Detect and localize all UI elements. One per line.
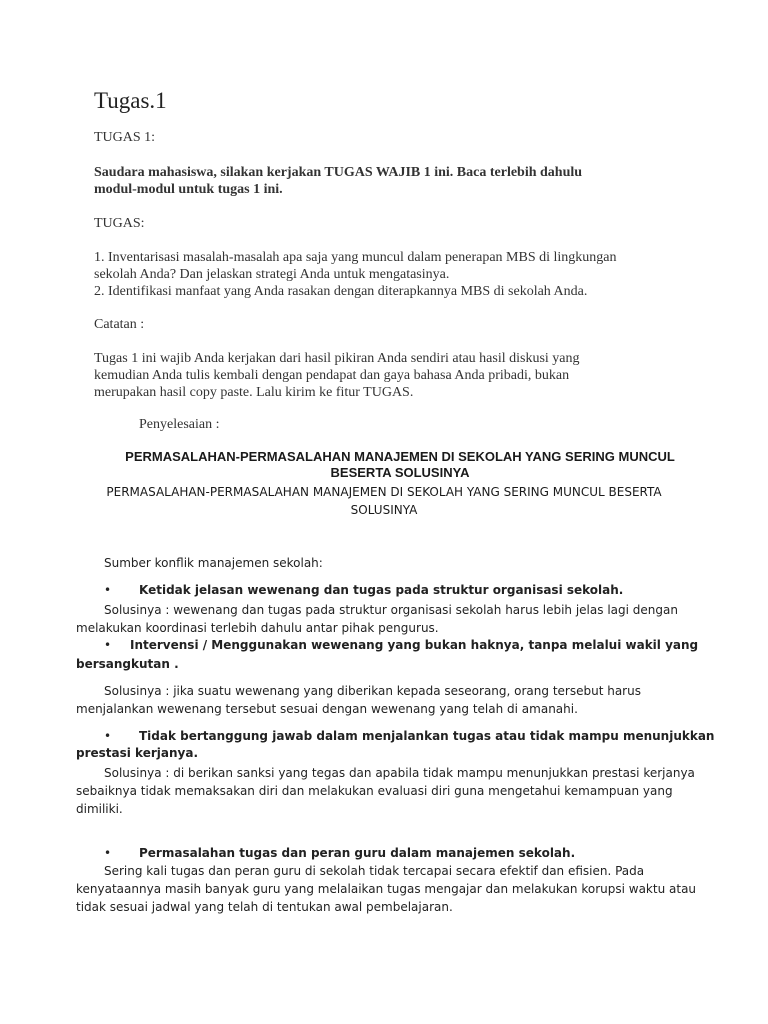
item-3-bullet-line-1: Tidak bertanggung jawab dalam menjalankan tugas atau tidak mampu menunjukkan bbox=[139, 729, 715, 743]
item-3-solusi-line-3: dimiliki. bbox=[76, 802, 123, 816]
penyelesaian-label: Penyelesaian : bbox=[139, 417, 220, 432]
bullet-icon: • bbox=[104, 583, 112, 597]
page-title: Tugas.1 bbox=[94, 88, 167, 113]
item-1-solusi-line-2: melakukan koordinasi terlebih dahulu antar pihak pengurus. bbox=[76, 621, 439, 635]
tugas-label: TUGAS 1: bbox=[94, 130, 156, 145]
item-1-solusi-line-1: Solusinya : wewenang dan tugas pada struktur organisasi sekolah harus lebih jelas lagi dengan bbox=[104, 603, 678, 617]
bullet-icon: • bbox=[104, 729, 112, 743]
item-2-bullet-line-2: bersangkutan . bbox=[76, 657, 179, 671]
catatan-label: Catatan : bbox=[94, 317, 145, 332]
item-2-bullet-line-1: Intervensi / Menggunakan wewenang yang bukan haknya, tanpa melalui wakil yang bbox=[130, 638, 699, 652]
heading-primary: PERMASALAHAN-PERMASALAHAN MANAJEMEN DI SEKOLAH YANG SERING MUNCUL BESERTA SOLUSINYA bbox=[125, 449, 675, 480]
intro-line-2: modul-modul untuk tugas 1 ini. bbox=[94, 182, 283, 197]
bullet-icon: • bbox=[104, 846, 112, 860]
item-4-solusi-line-1: Sering kali tugas dan peran guru di sekolah tidak tercapai secara efektif dan efisien. Pada bbox=[104, 864, 645, 878]
tugas-heading: TUGAS: bbox=[94, 216, 145, 231]
item-3-solusi-line-1: Solusinya : di berikan sanksi yang tegas dan apabila tidak mampu menunjukkan prestasi kerjanya bbox=[104, 766, 695, 780]
sumber-label: Sumber konflik manajemen sekolah: bbox=[104, 556, 323, 570]
task-line-2: sekolah Anda? Dan jelaskan strategi Anda untuk mengatasinya. bbox=[94, 267, 450, 282]
item-2-solusi-line-1: Solusinya : jika suatu wewenang yang diberikan kepada seseorang, orang tersebut harus bbox=[104, 684, 641, 698]
catatan-line-3: merupakan hasil copy paste. Lalu kirim ke fitur TUGAS. bbox=[94, 385, 414, 400]
catatan-line-1: Tugas 1 ini wajib Anda kerjakan dari hasil pikiran Anda sendiri atau hasil diskusi yang bbox=[94, 351, 580, 366]
item-4-bullet: Permasalahan tugas dan peran guru dalam manajemen sekolah. bbox=[139, 846, 576, 860]
task-line-1: 1. Inventarisasi masalah-masalah apa saja yang muncul dalam penerapan MBS di lingkungan bbox=[94, 250, 617, 265]
catatan-line-2: kemudian Anda tulis kembali dengan pendapat dan gaya bahasa Anda pribadi, bukan bbox=[94, 368, 570, 383]
item-3-solusi-line-2: sebaiknya tidak memaksakan diri dan melakukan evaluasi diri guna mengetahui kemampuan yang bbox=[76, 784, 673, 798]
item-4-solusi-line-2: kenyataannya masih banyak guru yang melalaikan tugas mengajar dan melakukan korupsi waktu atau bbox=[76, 882, 697, 896]
task-line-3: 2. Identifikasi manfaat yang Anda rasakan dengan diterapkannya MBS di sekolah Anda. bbox=[94, 284, 588, 299]
bullet-icon: • bbox=[104, 638, 112, 652]
heading-secondary: PERMASALAHAN-PERMASALAHAN MANAJEMEN DI SEKOLAH YANG SERING MUNCUL BESERTA SOLUSINYA bbox=[106, 485, 662, 517]
item-4-solusi-line-3: tidak sesuai jadwal yang telah di tentukan awal pembelajaran. bbox=[76, 900, 453, 914]
item-1-bullet: Ketidak jelasan wewenang dan tugas pada struktur organisasi sekolah. bbox=[139, 583, 624, 597]
item-2-solusi-line-2: menjalankan wewenang tersebut sesuai dengan wewenang yang telah di amanahi. bbox=[76, 702, 578, 716]
intro-line-1: Saudara mahasiswa, silakan kerjakan TUGAS WAJIB 1 ini. Baca terlebih dahulu bbox=[94, 165, 583, 180]
item-3-bullet-line-2: prestasi kerjanya. bbox=[76, 746, 199, 760]
